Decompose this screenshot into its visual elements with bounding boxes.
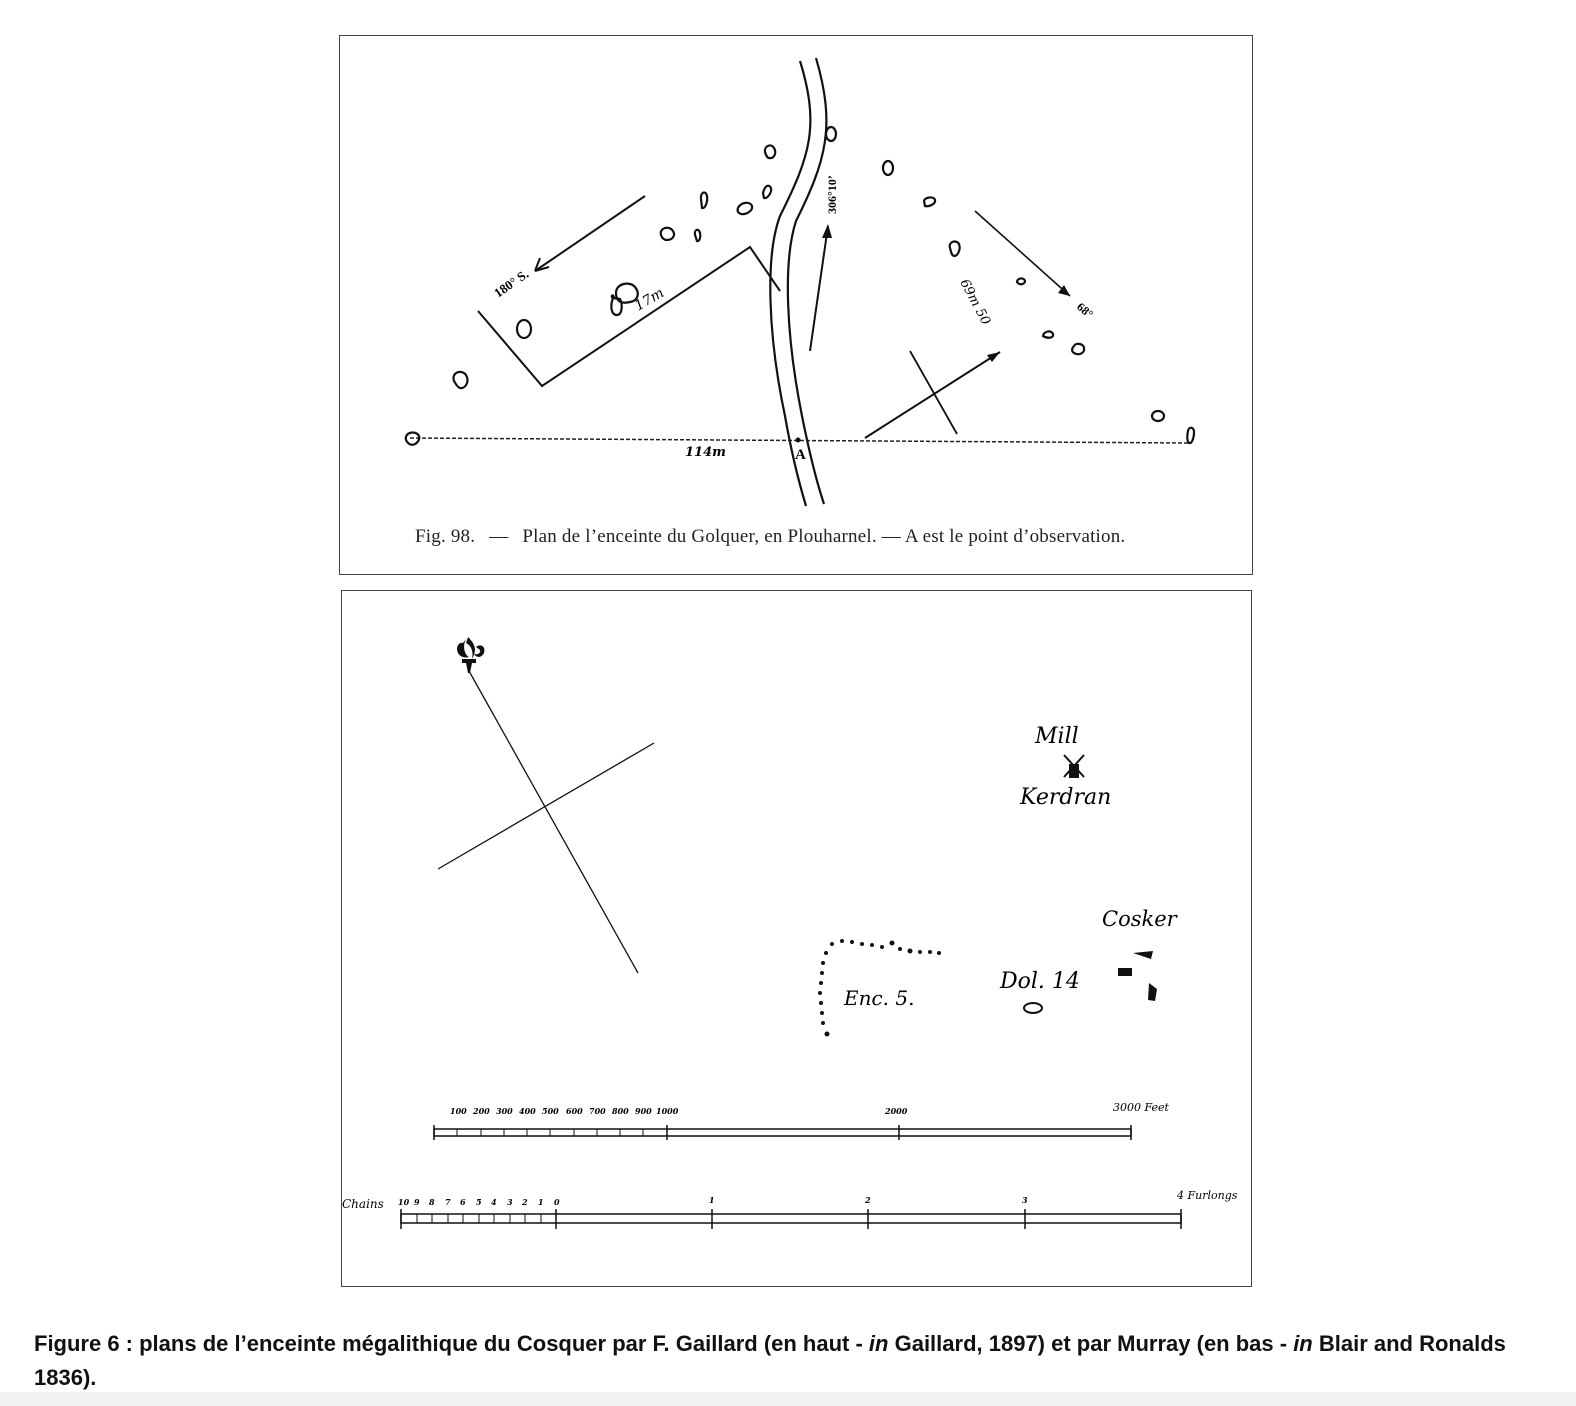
label-mill: Mill (1035, 724, 1079, 749)
chains-label-start: Chains (342, 1197, 384, 1211)
feet-tick: 500 (542, 1106, 559, 1116)
label-point-a: A (795, 447, 806, 463)
stone (763, 186, 771, 198)
caption-part-2: Gaillard, 1897) et par Murray (en bas - (888, 1331, 1294, 1356)
label-306: 306°10’ (825, 175, 839, 214)
observation-arrow-head (987, 352, 1000, 362)
feet-label-2000: 2000 (885, 1106, 908, 1116)
feet-tick: 700 (589, 1106, 606, 1116)
caption-dash: — (489, 526, 509, 547)
stone (738, 203, 752, 214)
stone (1152, 411, 1164, 421)
cross-line (438, 743, 654, 869)
label-114m: 114m (685, 445, 726, 460)
feet-scale-bar (434, 1125, 1131, 1140)
murray-plan-drawing (342, 591, 1253, 1288)
chains-tick: 10 (398, 1197, 410, 1207)
observation-cross-line (910, 351, 957, 434)
chains-tick: 2 (522, 1197, 528, 1207)
stone (611, 298, 621, 315)
point-a-dot (796, 438, 801, 443)
feet-tick: 900 (635, 1106, 652, 1116)
observation-arrow-line (865, 352, 1000, 438)
stone (701, 192, 707, 208)
chains-scale-ticks (398, 1195, 1028, 1207)
chains-label-1: 1 (709, 1195, 715, 1205)
stone (1017, 278, 1025, 284)
feet-tick: 800 (612, 1106, 629, 1116)
feet-tick: 300 (496, 1106, 513, 1116)
bottom-figure-panel (341, 590, 1252, 1287)
label-enc: Enc. 5. (844, 986, 915, 1010)
stone (1043, 331, 1053, 337)
feet-label-end: 3000 Feet (1113, 1101, 1169, 1114)
chains-tick: 0 (554, 1197, 560, 1207)
stone (517, 320, 531, 338)
label-cosker: Cosker (1102, 907, 1177, 931)
top-figure-caption (415, 526, 1125, 548)
caption-in-2: in (1293, 1331, 1313, 1356)
stone (695, 230, 700, 241)
stone (1187, 428, 1194, 443)
chains-scale-bar (401, 1209, 1181, 1229)
chains-tick: 8 (429, 1197, 435, 1207)
gaillard-plan-drawing (340, 36, 1254, 576)
stone (826, 127, 836, 141)
caption-in-1: in (868, 1331, 889, 1356)
windmill-icon (1064, 755, 1084, 777)
fleur-de-lis-icon (457, 637, 484, 673)
top-figure-panel (339, 35, 1253, 575)
label-dol: Dol. 14 (1000, 969, 1080, 994)
south-arrow-label: 180° S. (491, 266, 532, 301)
feet-tick: 100 (450, 1106, 467, 1116)
chains-tick: 6 (460, 1197, 466, 1207)
feet-tick: 600 (566, 1106, 583, 1116)
page-bottom-strip (0, 1392, 1576, 1406)
feet-tick: 200 (473, 1106, 490, 1116)
chains-tick: 7 (445, 1197, 451, 1207)
chains-tick: 3 (507, 1197, 513, 1207)
chains-tick: 5 (476, 1197, 482, 1207)
label-17m: 17m (632, 285, 667, 315)
north-line (469, 671, 638, 973)
feet-tick: 1000 (656, 1106, 679, 1116)
feet-tick: 400 (519, 1106, 536, 1116)
dolmen-stone (1024, 1003, 1042, 1013)
label-68: 68° (1074, 299, 1096, 322)
chains-tick: 9 (414, 1197, 420, 1207)
caption-text: Plan de l’enceinte du Golquer, en Plouharnel. — A est le point d’observation. (522, 526, 1126, 547)
caption-part-3: Blair and Ronalds 1836). (34, 1331, 1506, 1390)
cosker-stones (1118, 951, 1157, 1001)
stone (883, 161, 893, 175)
stone (924, 197, 935, 206)
stone (765, 145, 775, 158)
label-69m50: 69m 50 (956, 276, 993, 328)
chains-label-end: 4 Furlongs (1177, 1189, 1238, 1202)
label-kerdran: Kerdran (1020, 785, 1112, 810)
caption-fig-number: Fig. 98. (415, 526, 476, 547)
chains-label-3: 3 (1022, 1195, 1028, 1205)
bearing-306-arrow-line (810, 226, 828, 351)
road-left-edge (770, 61, 810, 506)
feet-scale-ticks (450, 1106, 908, 1116)
figure-caption (34, 1327, 1554, 1395)
chains-label-2: 2 (865, 1195, 871, 1205)
chains-tick: 1 (538, 1197, 544, 1207)
chains-tick: 4 (491, 1197, 497, 1207)
caption-part-1: Figure 6 : plans de l’enceinte mégalithique du Cosquer par F. Gaillard (en haut - (34, 1331, 869, 1356)
stone (453, 372, 467, 388)
south-arrow-line (535, 196, 645, 271)
stone (1072, 344, 1084, 354)
stone (661, 228, 674, 240)
stone (950, 241, 960, 256)
